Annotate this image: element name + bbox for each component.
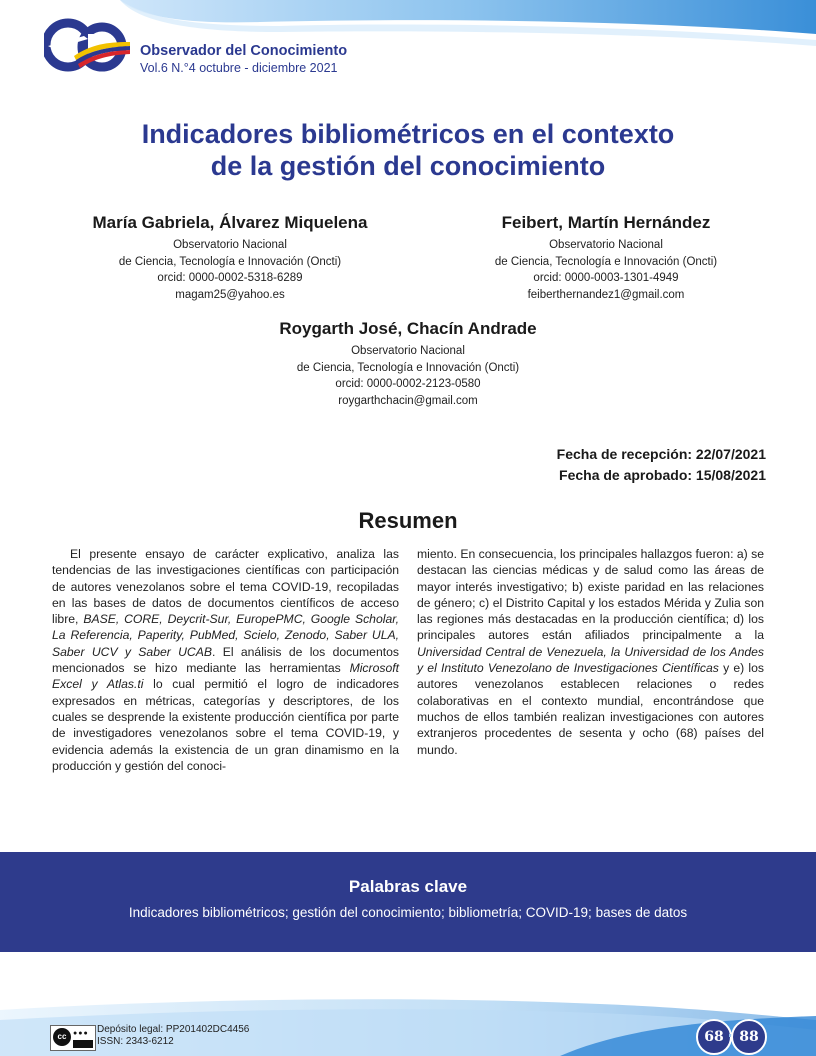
author-name: Roygarth José, Chacín Andrade xyxy=(279,319,537,338)
author-affiliation: de Ciencia, Tecnología e Innovación (Oncti) xyxy=(296,361,520,374)
keywords-heading: Palabras clave xyxy=(348,877,468,896)
author-affiliation: Observatorio Nacional xyxy=(173,239,287,251)
article-title-line2: de la gestión del conocimiento xyxy=(210,151,606,181)
abstract-text-italic: Microsoft Excel y Atlas.ti xyxy=(52,661,399,692)
author-orcid: orcid: 0000-0002-5318-6289 xyxy=(157,272,303,284)
keywords-text: Indicadores bibliométricos; gestión del conocimiento; bibliometría; COVID-19; bases de datos xyxy=(128,905,688,920)
author-block-3 xyxy=(238,318,578,409)
abstract-text: y e) los autores venezolanos establecen relaciones o redes colaborativas en el contexto mundial, encontrándose que muchos de ellos también realizan investigaciones con autores extranjeros procedentes de sesenta y ocho (68) países del mundo. xyxy=(417,661,764,757)
author-affiliation: Observatorio Nacional xyxy=(351,345,465,357)
author-affiliation: de Ciencia, Tecnología e Innovación (Oncti) xyxy=(494,255,718,268)
author-email: magam25@yahoo.es xyxy=(175,288,285,301)
author-name: María Gabriela, Álvarez Miquelena xyxy=(92,213,368,232)
abstract-column-1 xyxy=(52,546,399,774)
abstract-text-italic: Universidad Central de Venezuela, la Universidad de los Andes y el Instituto Venezolano de Investigaciones Científicas xyxy=(417,644,764,676)
cc-icon: cc xyxy=(53,1028,71,1046)
abstract-text-italic: BASE, CORE, Deycrit-Sur, EuropePMC, Google Scholar, La Referencia, Paperity, PubMed, Scielo, Zenodo, Saber ULA, Saber UCV y Saber UCAB xyxy=(52,612,399,659)
author-email: roygarthchacin@gmail.com xyxy=(338,394,478,407)
abstract-text: lo cual permitió el logro de indicadores expresados en métricas, categorías y descriptores, de los cuales se desprende la existente producción científica por parte de investigadores venezolanos sobre el tema COVID-19, y evidencia además la existencia de un gran dinamismo en la producción y gestión del conoci- xyxy=(52,677,399,773)
page-number-current: 68 xyxy=(696,1019,732,1055)
article-title-line1: Indicadores bibliométricos en el contexto xyxy=(141,119,675,149)
author-orcid: orcid: 0000-0003-1301-4949 xyxy=(533,272,679,284)
issn: ISSN: 2343-6212 xyxy=(97,1036,174,1047)
approved-date: Fecha de aprobado: 15/08/2021 xyxy=(559,467,766,483)
author-block-1 xyxy=(60,212,400,303)
journal-logo xyxy=(44,16,136,74)
abstract-column-2 xyxy=(417,546,764,758)
journal-name: Observador del Conocimiento xyxy=(140,43,348,59)
legal-deposit: Depósito legal: PP201402DC4456 xyxy=(97,1024,250,1035)
abstract-text: . El análisis de los documentos mencionados se hizo mediante las herramientas xyxy=(52,644,399,676)
author-email: feiberthernandez1@gmail.com xyxy=(527,288,685,301)
article-dates xyxy=(557,444,766,486)
creative-commons-badge xyxy=(50,1025,96,1051)
page-number-total: 88 xyxy=(731,1019,767,1055)
author-name: Feibert, Martín Hernández xyxy=(501,213,711,232)
author-affiliation: de Ciencia, Tecnología e Innovación (Oncti) xyxy=(118,255,342,268)
journal-issue: Vol.6 N.°4 octubre - diciembre 2021 xyxy=(140,61,338,75)
abstract-heading: Resumen xyxy=(358,508,458,533)
abstract-text: miento. En consecuencia, los principales hallazgos fueron: a) se destacan las ciencias médicas y de salud como las áreas de mayor interés investigativo; b) existe paridad en las relaciones de género; c) el Distrito Capital y los estados Mérida y Zulia son las regiones más destacadas en la producción científica; d) los principales autores están afiliados principalmente a la xyxy=(417,547,764,643)
license-bar xyxy=(73,1040,93,1048)
abstract-text: El presente ensayo de carácter explicativo, analiza las tendencias de las investigaciones científicas con participación de autores venezolanos sobre el tema COVID-19, recopiladas en las bases de datos de documentos científicos de acceso libre, xyxy=(52,547,399,627)
legal-info xyxy=(97,1024,249,1048)
author-affiliation: Observatorio Nacional xyxy=(549,239,663,251)
author-orcid: orcid: 0000-0002-2123-0580 xyxy=(335,378,481,390)
received-date: Fecha de recepción: 22/07/2021 xyxy=(556,446,766,462)
keywords-band xyxy=(0,852,816,952)
author-block-2 xyxy=(446,212,766,303)
license-icons: ●●● xyxy=(73,1030,89,1037)
